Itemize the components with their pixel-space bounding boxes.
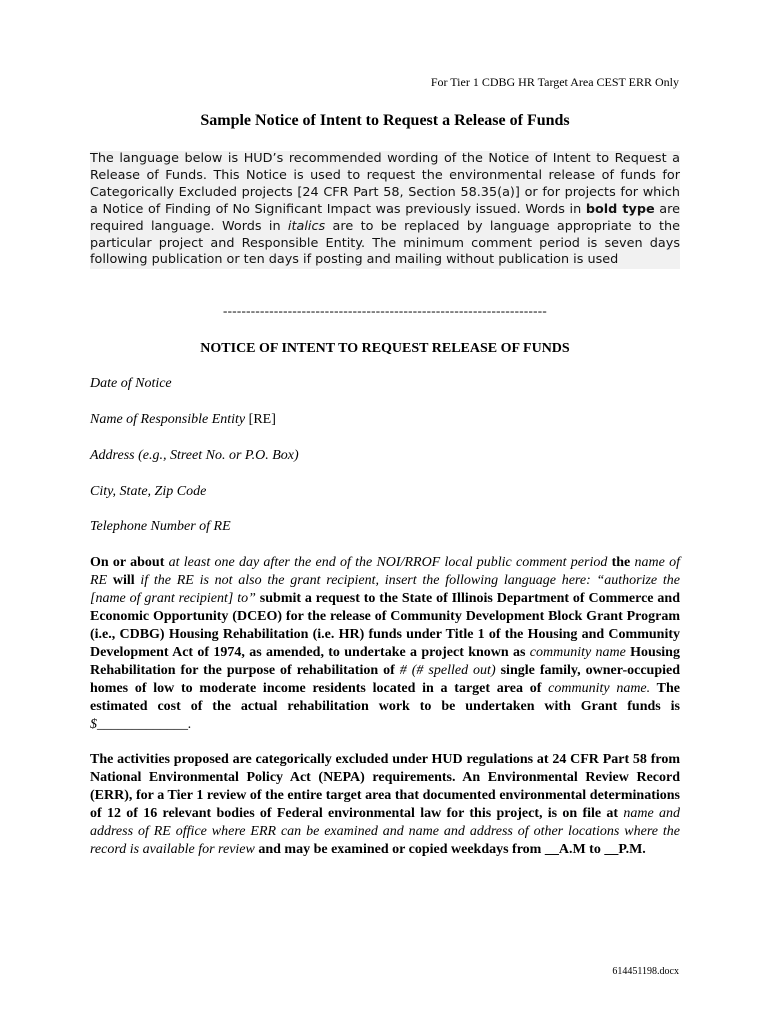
instructions-text-3: are to be replaced by language appropriate to the particular project and Responsible Entity. The minimum comment period is seven days following publication or ten days if posting and mailing without publication is used: [90, 218, 680, 268]
para1-bold-7: The estimated cost of the actual rehabilitation work to be undertaken with Grant funds is: [90, 681, 680, 714]
para1-italic-3: if the RE is not also the grant recipient, insert the following language here: “authorize the [name of grant recipient] to”: [90, 573, 680, 606]
header-note: For Tier 1 CDBG HR Target Area CEST ERR Only: [430, 75, 679, 89]
para1-bold-6: single family, owner-occupied homes of low to moderate income residents located in a target area of: [90, 663, 681, 696]
instructions-box: [90, 151, 680, 269]
field-telephone: [90, 519, 231, 535]
para1-bold-1: On or about: [90, 555, 165, 570]
field-responsible-entity: [90, 412, 276, 428]
para1-italic-2: name of RE: [90, 555, 680, 588]
para1-bold-3: will: [112, 573, 135, 588]
paragraph-request: [90, 554, 680, 734]
field-re-label: Name of Responsible Entity: [90, 412, 246, 427]
para2-bold-2: and may be examined or copied weekdays from __A.M to __P.M.: [258, 842, 646, 857]
footer-filename: 614451198.docx: [612, 966, 679, 977]
instructions-bold-word: bold type: [585, 201, 655, 217]
field-address: [90, 448, 299, 464]
divider-line: ----------------------------------------------------------------------: [222, 303, 548, 318]
para1-bold-5: Housing Rehabilitation for the purpose of rehabilitation of: [90, 645, 680, 678]
instructions-text-2: are required language. Words in: [90, 201, 680, 234]
para1-italic-5: # (# spelled out): [394, 663, 501, 678]
para2-bold-1: The activities proposed are categorically excluded under HUD regulations at 24 CFR Part 58 from National Environmental Policy Act (NEPA) requirements. An Environmental Review Record (ERR), for a Tier 1 review of the entire target area that documented environmental determinations of 12 of 16 relevant bodies of Federal environmental law for this project, is on file at: [90, 752, 680, 821]
para2-italic-1: name and address of RE office where ERR can be examined and name and address of other locations where the record is available for review: [90, 806, 681, 857]
field-date-label: Date of Notice: [90, 376, 172, 391]
field-date-of-notice: [90, 376, 172, 392]
paragraph-categorical-exclusion: [90, 751, 680, 859]
field-address-label: Address (e.g., Street No. or P.O. Box): [90, 448, 299, 463]
field-city-state-zip: [90, 484, 206, 500]
page-title: Sample Notice of Intent to Request a Release of Funds: [200, 112, 570, 129]
para1-bold-2: the: [611, 555, 631, 570]
notice-title: NOTICE OF INTENT TO REQUEST RELEASE OF FUNDS: [200, 341, 570, 356]
para1-italic-1: at least one day after the end of the NOI/RROF local public comment period: [164, 555, 612, 570]
field-phone-label: Telephone Number of RE: [90, 519, 231, 534]
para1-italic-6: community name.: [541, 681, 651, 696]
para1-bold-4: submit a request to the State of Illinois Department of Commerce and Economic Opportunity (DCEO) for the release of Community Development Block Grant Program (i.e., CDBG) Housing Rehabilitation (i.e. HR) funds under Title 1 of the Housing and Community Development Act of 1974, as amended, to undertake a project known as: [90, 591, 680, 660]
para1-italic-7: $_____________.: [90, 717, 192, 732]
field-re-tag: [RE]: [245, 412, 276, 427]
instructions-text-1: The language below is HUD’s recommended wording of the Notice of Intent to Request a Release of Funds. This Notice is used to request the environmental release of funds for Categorically Excluded projects [24 CFR Part 58, Section 58.35(a)] or for projects for which a Notice of Finding of No Significant Impact was previously issued. Words in: [90, 151, 680, 217]
instructions-italic-word: italics: [287, 218, 326, 234]
para1-italic-4: community name: [525, 645, 631, 660]
field-city-label: City, State, Zip Code: [90, 484, 207, 499]
